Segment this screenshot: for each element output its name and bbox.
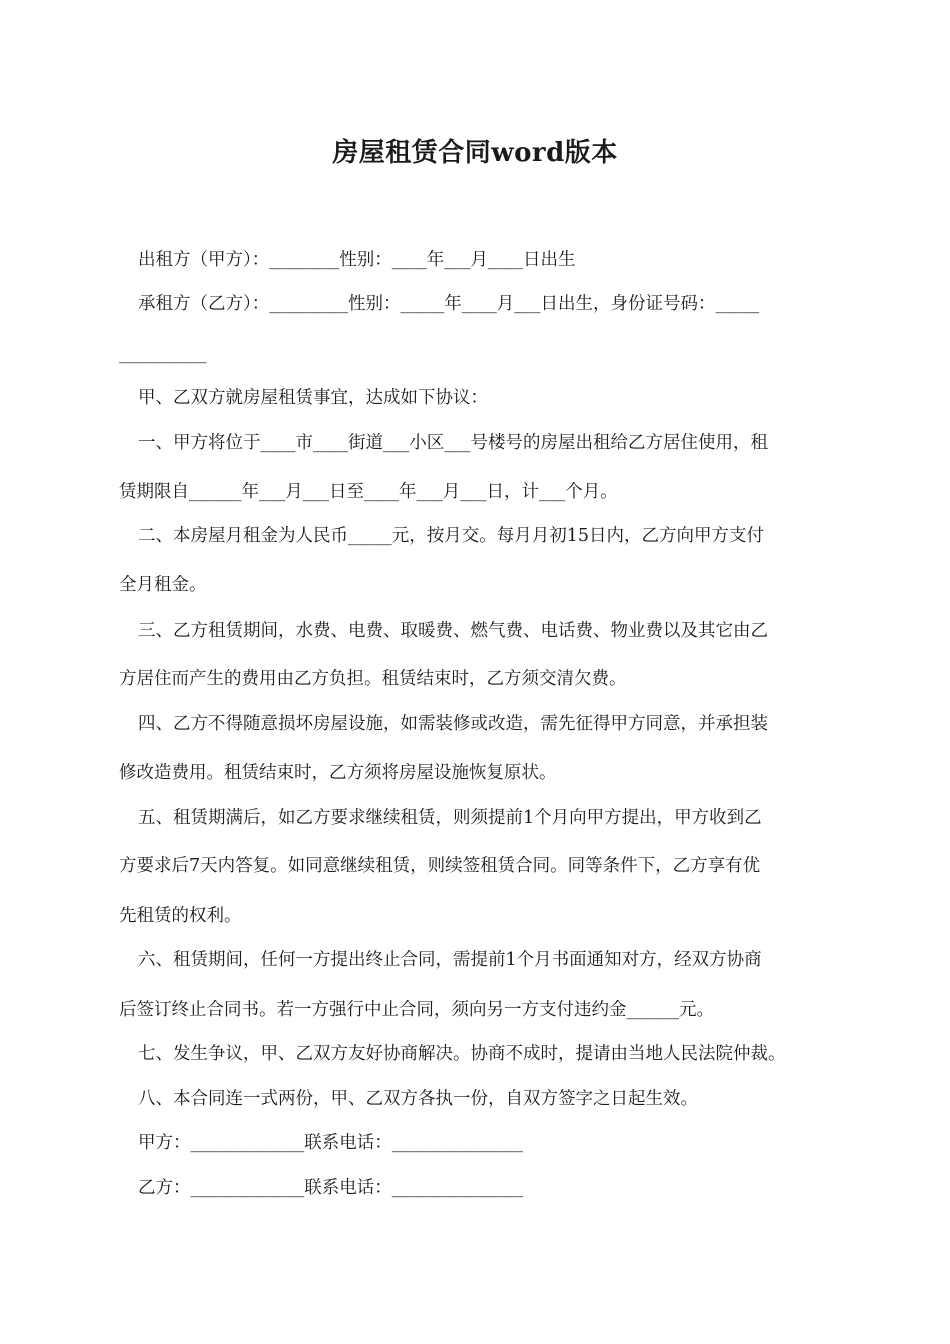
clause-3-line-1: 三、乙方租赁期间，水费、电费、取暖费、燃气费、电话费、物业费以及其它由乙 bbox=[138, 621, 768, 641]
clause-4-line-2: 修改造费用。租赁结束时，乙方须将房屋设施恢复原状。 bbox=[119, 763, 557, 783]
clause-5-line-2: 方要求后7天内答复。如同意继续租赁，则续签租赁合同。同等条件下，乙方享有优 bbox=[119, 856, 761, 876]
clause-8: 八、本合同连一式两份，甲、乙双方各执一份，自双方签字之日起生效。 bbox=[138, 1089, 698, 1109]
party-a-signature-line: 甲方：_____________联系电话：_______________ bbox=[138, 1133, 523, 1153]
lessee-id-continuation: __________ bbox=[119, 344, 207, 364]
clause-5-line-1: 五、租赁期满后，如乙方要求继续租赁，则须提前1个月向甲方提出，甲方收到乙 bbox=[138, 808, 762, 828]
party-b-signature-line: 乙方：_____________联系电话：_______________ bbox=[138, 1178, 523, 1198]
lessor-info-line: 出租方（甲方）：________性别：____年___月____日出生 bbox=[138, 250, 576, 270]
clause-4-line-1: 四、乙方不得随意损坏房屋设施，如需装修或改造，需先征得甲方同意，并承担装 bbox=[138, 714, 768, 734]
clause-1-line-2: 赁期限自______年___月___日至____年___月___日，计___个月。 bbox=[119, 482, 618, 502]
clause-1-line-1: 一、甲方将位于____市____街道___小区___号楼号的房屋出租给乙方居住使用，租 bbox=[138, 433, 768, 453]
agreement-intro: 甲、乙双方就房屋租赁事宜，达成如下协议： bbox=[138, 388, 488, 408]
clause-6-line-1: 六、租赁期间，任何一方提出终止合同，需提前1个月书面通知对方，经双方协商 bbox=[138, 950, 762, 970]
document-title: 房屋租赁合同word版本 bbox=[332, 138, 618, 168]
clause-5-line-3: 先租赁的权利。 bbox=[119, 906, 242, 926]
clause-3-line-2: 方居住而产生的费用由乙方负担。租赁结束时，乙方须交清欠费。 bbox=[119, 669, 627, 689]
clause-7: 七、发生争议，甲、乙双方友好协商解决。协商不成时，提请由当地人民法院仲裁。 bbox=[138, 1044, 786, 1064]
clause-6-line-2: 后签订终止合同书。若一方强行中止合同，须向另一方支付违约金______元。 bbox=[119, 1000, 714, 1020]
lessee-info-line: 承租方（乙方）：_________性别：_____年____月___日出生，身份证号码：_____ bbox=[138, 294, 760, 314]
clause-2-line-2: 全月租金。 bbox=[119, 575, 207, 595]
clause-2-line-1: 二、本房屋月租金为人民币_____元，按月交。每月月初15日内，乙方向甲方支付 bbox=[138, 526, 765, 546]
